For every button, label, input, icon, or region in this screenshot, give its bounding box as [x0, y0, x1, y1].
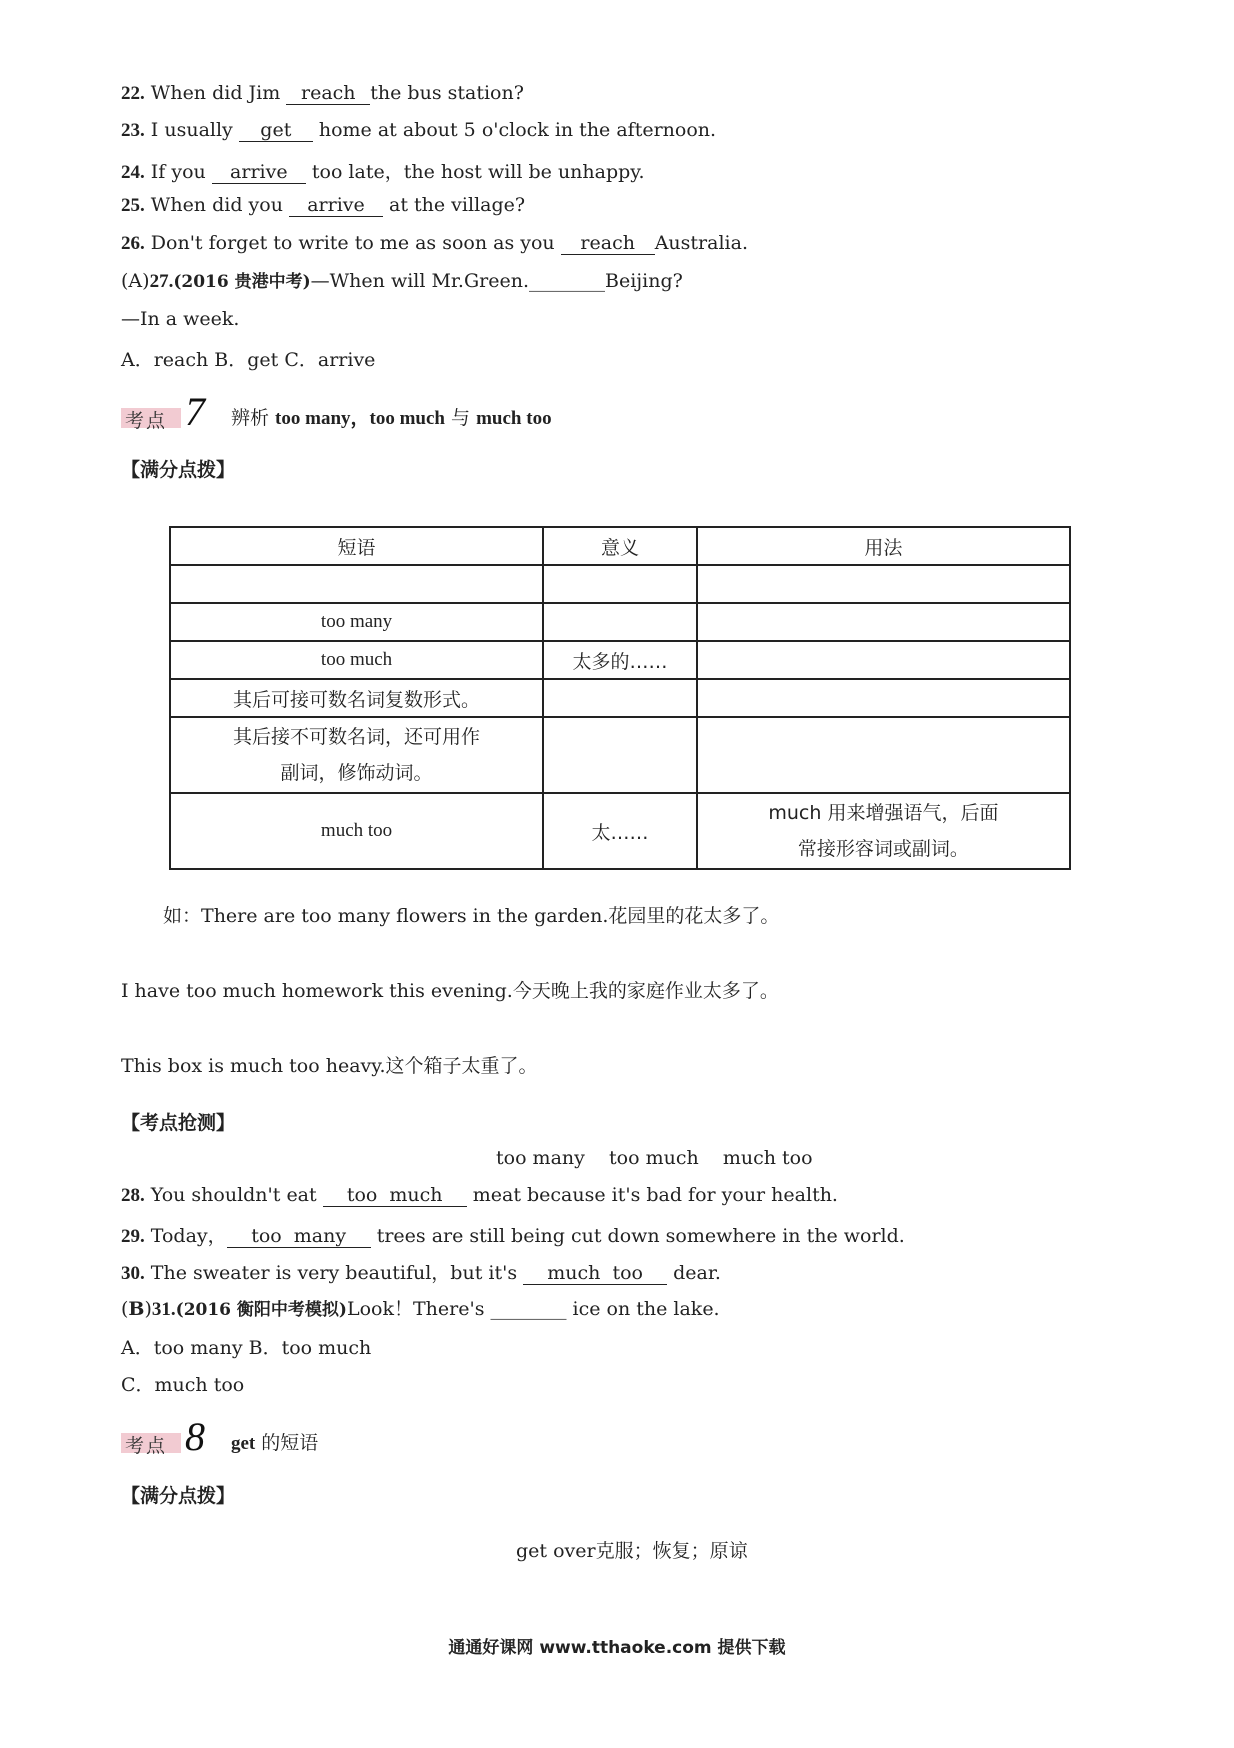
question-31-options-2: C．much too	[121, 1374, 245, 1396]
question-source: (2016 衡阳中考模拟)	[175, 1300, 347, 1320]
table-cell: 太多的……	[543, 641, 697, 679]
table-cell	[170, 565, 543, 603]
tips-label: 【满分点拨】	[121, 459, 236, 481]
answer-blank: too many	[227, 1225, 371, 1248]
table-row	[170, 793, 1070, 869]
exercise-text: trees are still being cut down somewhere in the world.	[370, 1225, 905, 1247]
exercise-25	[121, 194, 525, 217]
question-number: 27.	[149, 271, 174, 292]
table-row	[170, 717, 1070, 793]
exercise-text: The sweater is very beautiful，but it's	[150, 1262, 524, 1284]
table-row	[170, 679, 1070, 717]
exercise-text: Don't forget to write to me as soon as you	[150, 232, 561, 254]
exercise-text: too late，the host will be unhappy.	[305, 161, 645, 183]
answer-blank: too much	[323, 1184, 467, 1207]
page-footer: 通通好课网 www.tthaoke.com 提供下载	[448, 1638, 786, 1658]
word-bank: too many too much much too	[496, 1147, 813, 1169]
table-cell: 太……	[543, 793, 697, 869]
question-text: Look！There's ________ ice on the lake.	[346, 1298, 720, 1320]
table-cell	[543, 603, 697, 641]
kaodian-badge	[121, 389, 205, 434]
section-title: 辨析 too many，too much 与 much too	[231, 406, 552, 429]
section-number: 8	[185, 1414, 205, 1459]
example-1: 如：There are too many flowers in the garden.花园里的花太多了。	[163, 905, 780, 927]
exercise-text: Today，	[150, 1225, 227, 1247]
table-cell: 其后可接可数名词复数形式。	[170, 679, 543, 717]
table-cell	[697, 717, 1070, 793]
answer-blank: reach	[561, 232, 655, 255]
section-8-heading	[121, 1414, 319, 1459]
question-31: (B)31.(2016 衡阳中考模拟)Look！There's ________ ice on the lake.	[121, 1298, 720, 1320]
table-cell: too many	[170, 603, 543, 641]
get-over-line: get over克服；恢复；原谅	[516, 1540, 748, 1562]
table-cell	[697, 641, 1070, 679]
exercise-text: When did Jim	[150, 82, 287, 104]
table-header-row	[170, 527, 1070, 565]
table-header: 用法	[697, 527, 1070, 565]
question-27-reply: —In a week.	[121, 308, 240, 330]
exercise-text: When did you	[150, 194, 289, 216]
kaodian-badge	[121, 1414, 205, 1459]
exercise-24	[121, 157, 645, 184]
answer-blank: get	[239, 119, 313, 142]
exercise-number: 29.	[121, 1226, 145, 1247]
table-cell: too much	[170, 641, 543, 679]
section-7-heading	[121, 389, 552, 434]
exercise-text: If you	[150, 161, 212, 183]
test-label: 【考点抢测】	[121, 1112, 236, 1134]
exercise-text: Australia.	[654, 232, 748, 254]
kaodian-label: 考点	[125, 410, 168, 432]
phrase-table	[169, 526, 1071, 870]
question-27-options: A．reach B．get C．arrive	[121, 349, 376, 371]
exercise-number: 25.	[121, 195, 145, 216]
table-row	[170, 565, 1070, 603]
example-3: This box is much too heavy.这个箱子太重了。	[121, 1055, 538, 1077]
exercise-number: 30.	[121, 1263, 145, 1284]
example-2: I have too much homework this evening.今天晚上我的家庭作业太多了。	[121, 980, 779, 1002]
exercise-26	[121, 232, 748, 255]
exercise-text: dear.	[667, 1262, 721, 1284]
table-row	[170, 603, 1070, 641]
table-cell	[543, 679, 697, 717]
table-cell	[697, 679, 1070, 717]
question-31-options-1: A．too many B．too much	[121, 1337, 372, 1359]
exercise-number: 22.	[121, 83, 145, 104]
exercise-number: 23.	[121, 120, 145, 141]
exercise-number: 28.	[121, 1185, 145, 1206]
question-text: —When will Mr.Green.________Beijing?	[310, 270, 683, 292]
tips-label-2: 【满分点拨】	[121, 1485, 236, 1507]
exercise-number: 26.	[121, 233, 145, 254]
answer-letter: A	[128, 270, 143, 292]
question-source: (2016 贵港中考)	[173, 272, 311, 292]
table-cell	[697, 603, 1070, 641]
exercise-number: 24.	[121, 162, 145, 183]
exercise-text: home at about 5 o'clock in the afternoon.	[312, 119, 717, 141]
answer-blank: arrive	[212, 161, 306, 184]
exercise-text: the bus station?	[370, 82, 524, 104]
section-title: get 的短语	[231, 1431, 319, 1454]
answer-blank: much too	[523, 1262, 667, 1285]
table-header: 意义	[543, 527, 697, 565]
table-cell	[697, 565, 1070, 603]
table-cell: much 用来增强语气，后面常接形容词或副词。	[697, 793, 1070, 869]
table-cell	[543, 565, 697, 603]
table-cell	[543, 717, 697, 793]
question-27: (A)27.(2016 贵港中考)—When will Mr.Green.________Beijing?	[121, 270, 683, 292]
section-number: 7	[185, 389, 205, 434]
exercise-30	[121, 1258, 721, 1285]
exercise-text: You shouldn't eat	[150, 1184, 323, 1206]
table-cell: much too	[170, 793, 543, 869]
exercise-28	[121, 1184, 838, 1207]
answer-blank: arrive	[289, 194, 383, 217]
table-row	[170, 641, 1070, 679]
question-number: 31.	[151, 1299, 176, 1320]
table-cell: 其后接不可数名词，还可用作副词，修饰动词。	[170, 717, 543, 793]
exercise-text: meat because it's bad for your health.	[466, 1184, 838, 1206]
table-header: 短语	[170, 527, 543, 565]
kaodian-label: 考点	[125, 1435, 168, 1457]
exercise-text: I usually	[150, 119, 239, 141]
answer-blank: reach	[286, 82, 370, 105]
exercise-22	[121, 82, 524, 105]
answer-letter: B	[128, 1298, 145, 1320]
exercise-29	[121, 1221, 905, 1248]
exercise-text: at the village?	[382, 194, 526, 216]
exercise-23	[121, 119, 716, 142]
